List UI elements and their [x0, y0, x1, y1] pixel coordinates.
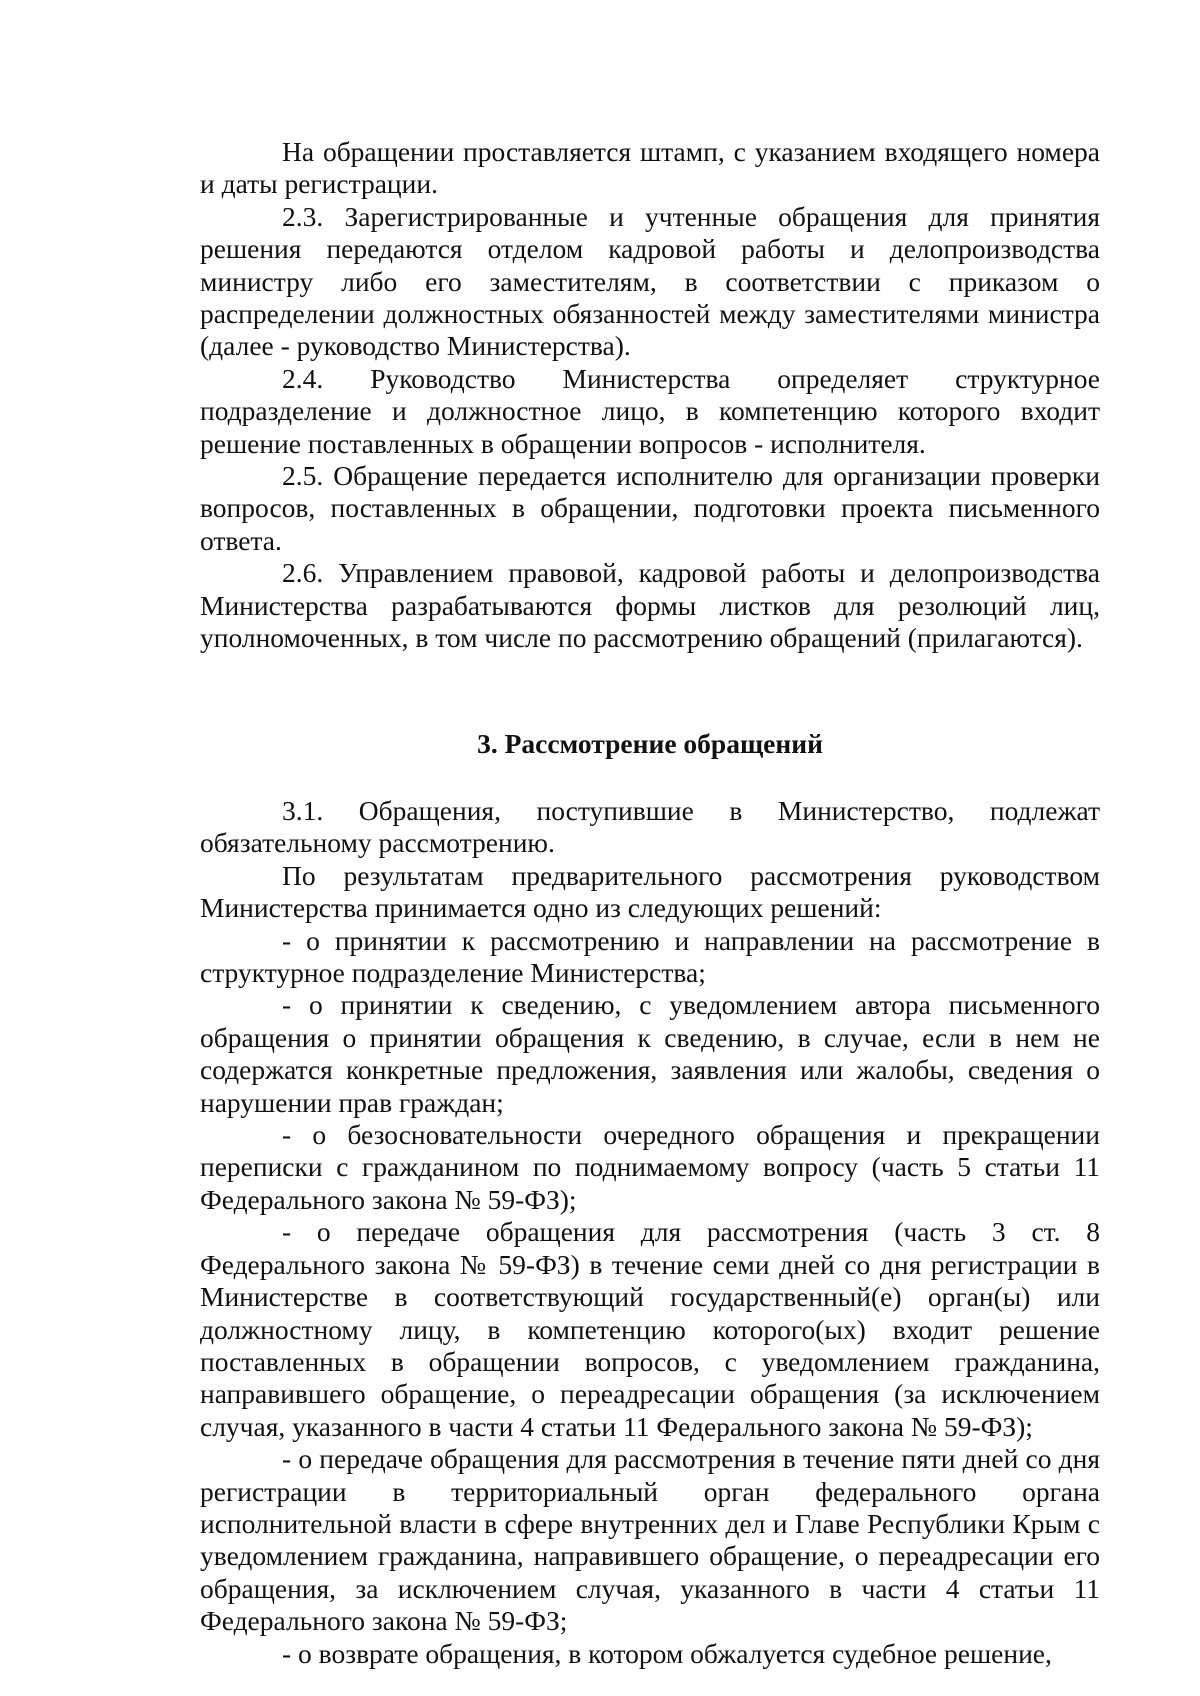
paragraph-2-4: 2.4. Руководство Министерства определяет структурное подразделение и должностное лицо, в компетенцию которого входит решение поставленных в обращении вопросов - исполнителя.	[200, 362, 1100, 459]
section-3-heading: 3. Рассмотрение обращений	[477, 728, 823, 759]
paragraph-3-1: 3.1. Обращения, поступившие в Министерство, подлежат обязательному рассмотрению.	[200, 795, 1100, 859]
decision-item: - о возврате обращения, в котором обжалуется судебное решение,	[282, 1637, 1052, 1669]
paragraph-2-3: 2.3. Зарегистрированные и учтенные обращения для принятия решения передаются отделом кадровой работы и делопроизводства министру либо его заместителям, в соответствии с приказом о распределении должностных обязанностей между заместителями министра (далее - руководство Министерства).	[200, 200, 1100, 362]
paragraph-2-5: 2.5. Обращение передается исполнителю для организации проверки вопросов, поставленных в обращении, подготовки проекта письменного ответа.	[200, 460, 1100, 556]
decision-item: - о принятии к сведению, с уведомлением автора письменного обращения о принятии обращения к сведению, в случае, если в нем не содержатся конкретные предложения, заявления или жалобы, сведения о нарушении прав граждан;	[200, 989, 1100, 1118]
decision-item: - о безосновательности очередного обращения и прекращении переписки с гражданином по поднимаемому вопросу (часть 5 статьи 11 Федерального закона № 59-ФЗ);	[200, 1119, 1100, 1215]
text-block-section-2	[200, 136, 1100, 655]
text-block-section-3	[200, 795, 1100, 1670]
decision-item: - о передаче обращения для рассмотрения в течение пяти дней со дня регистрации в территориальный орган федерального органа исполнительной власти в сфере внутренних дел и Главе Республики Крым с уведомлением гражданина, направившего обращение, о переадресации его обращения, за исключением случая, указанного в части 4 статьи 11 Федерального закона № 59-ФЗ;	[200, 1443, 1100, 1637]
decision-item: - о принятии к рассмотрению и направлении на рассмотрение в структурное подразделение Министерства;	[200, 924, 1100, 989]
paragraph-2-6: 2.6. Управлением правовой, кадровой работы и делопроизводства Министерства разрабатываются формы листков для резолюций лиц, уполномоченных, в том числе по рассмотрению обращений (прилагаются).	[200, 557, 1100, 654]
paragraph-stamp: На обращении проставляется штамп, с указанием входящего номера и даты регистрации.	[200, 136, 1100, 200]
paragraph-decisions-intro: По результатам предварительного рассмотрения руководством Министерства принимается одно из следующих решений:	[200, 859, 1100, 924]
decision-item: - о передаче обращения для рассмотрения (часть 3 ст. 8 Федерального закона № 59-ФЗ) в течение семи дней со дня регистрации в Министерстве в соответствующий государственный(е) орган(ы) или должностному лицу, в компетенцию которого(ых) входит решение поставленных в обращении вопросов, с уведомлением гражданина, направившего обращение, о переадресации обращения (за исключением случая, указанного в части 4 статьи 11 Федерального закона № 59-ФЗ);	[200, 1216, 1100, 1442]
